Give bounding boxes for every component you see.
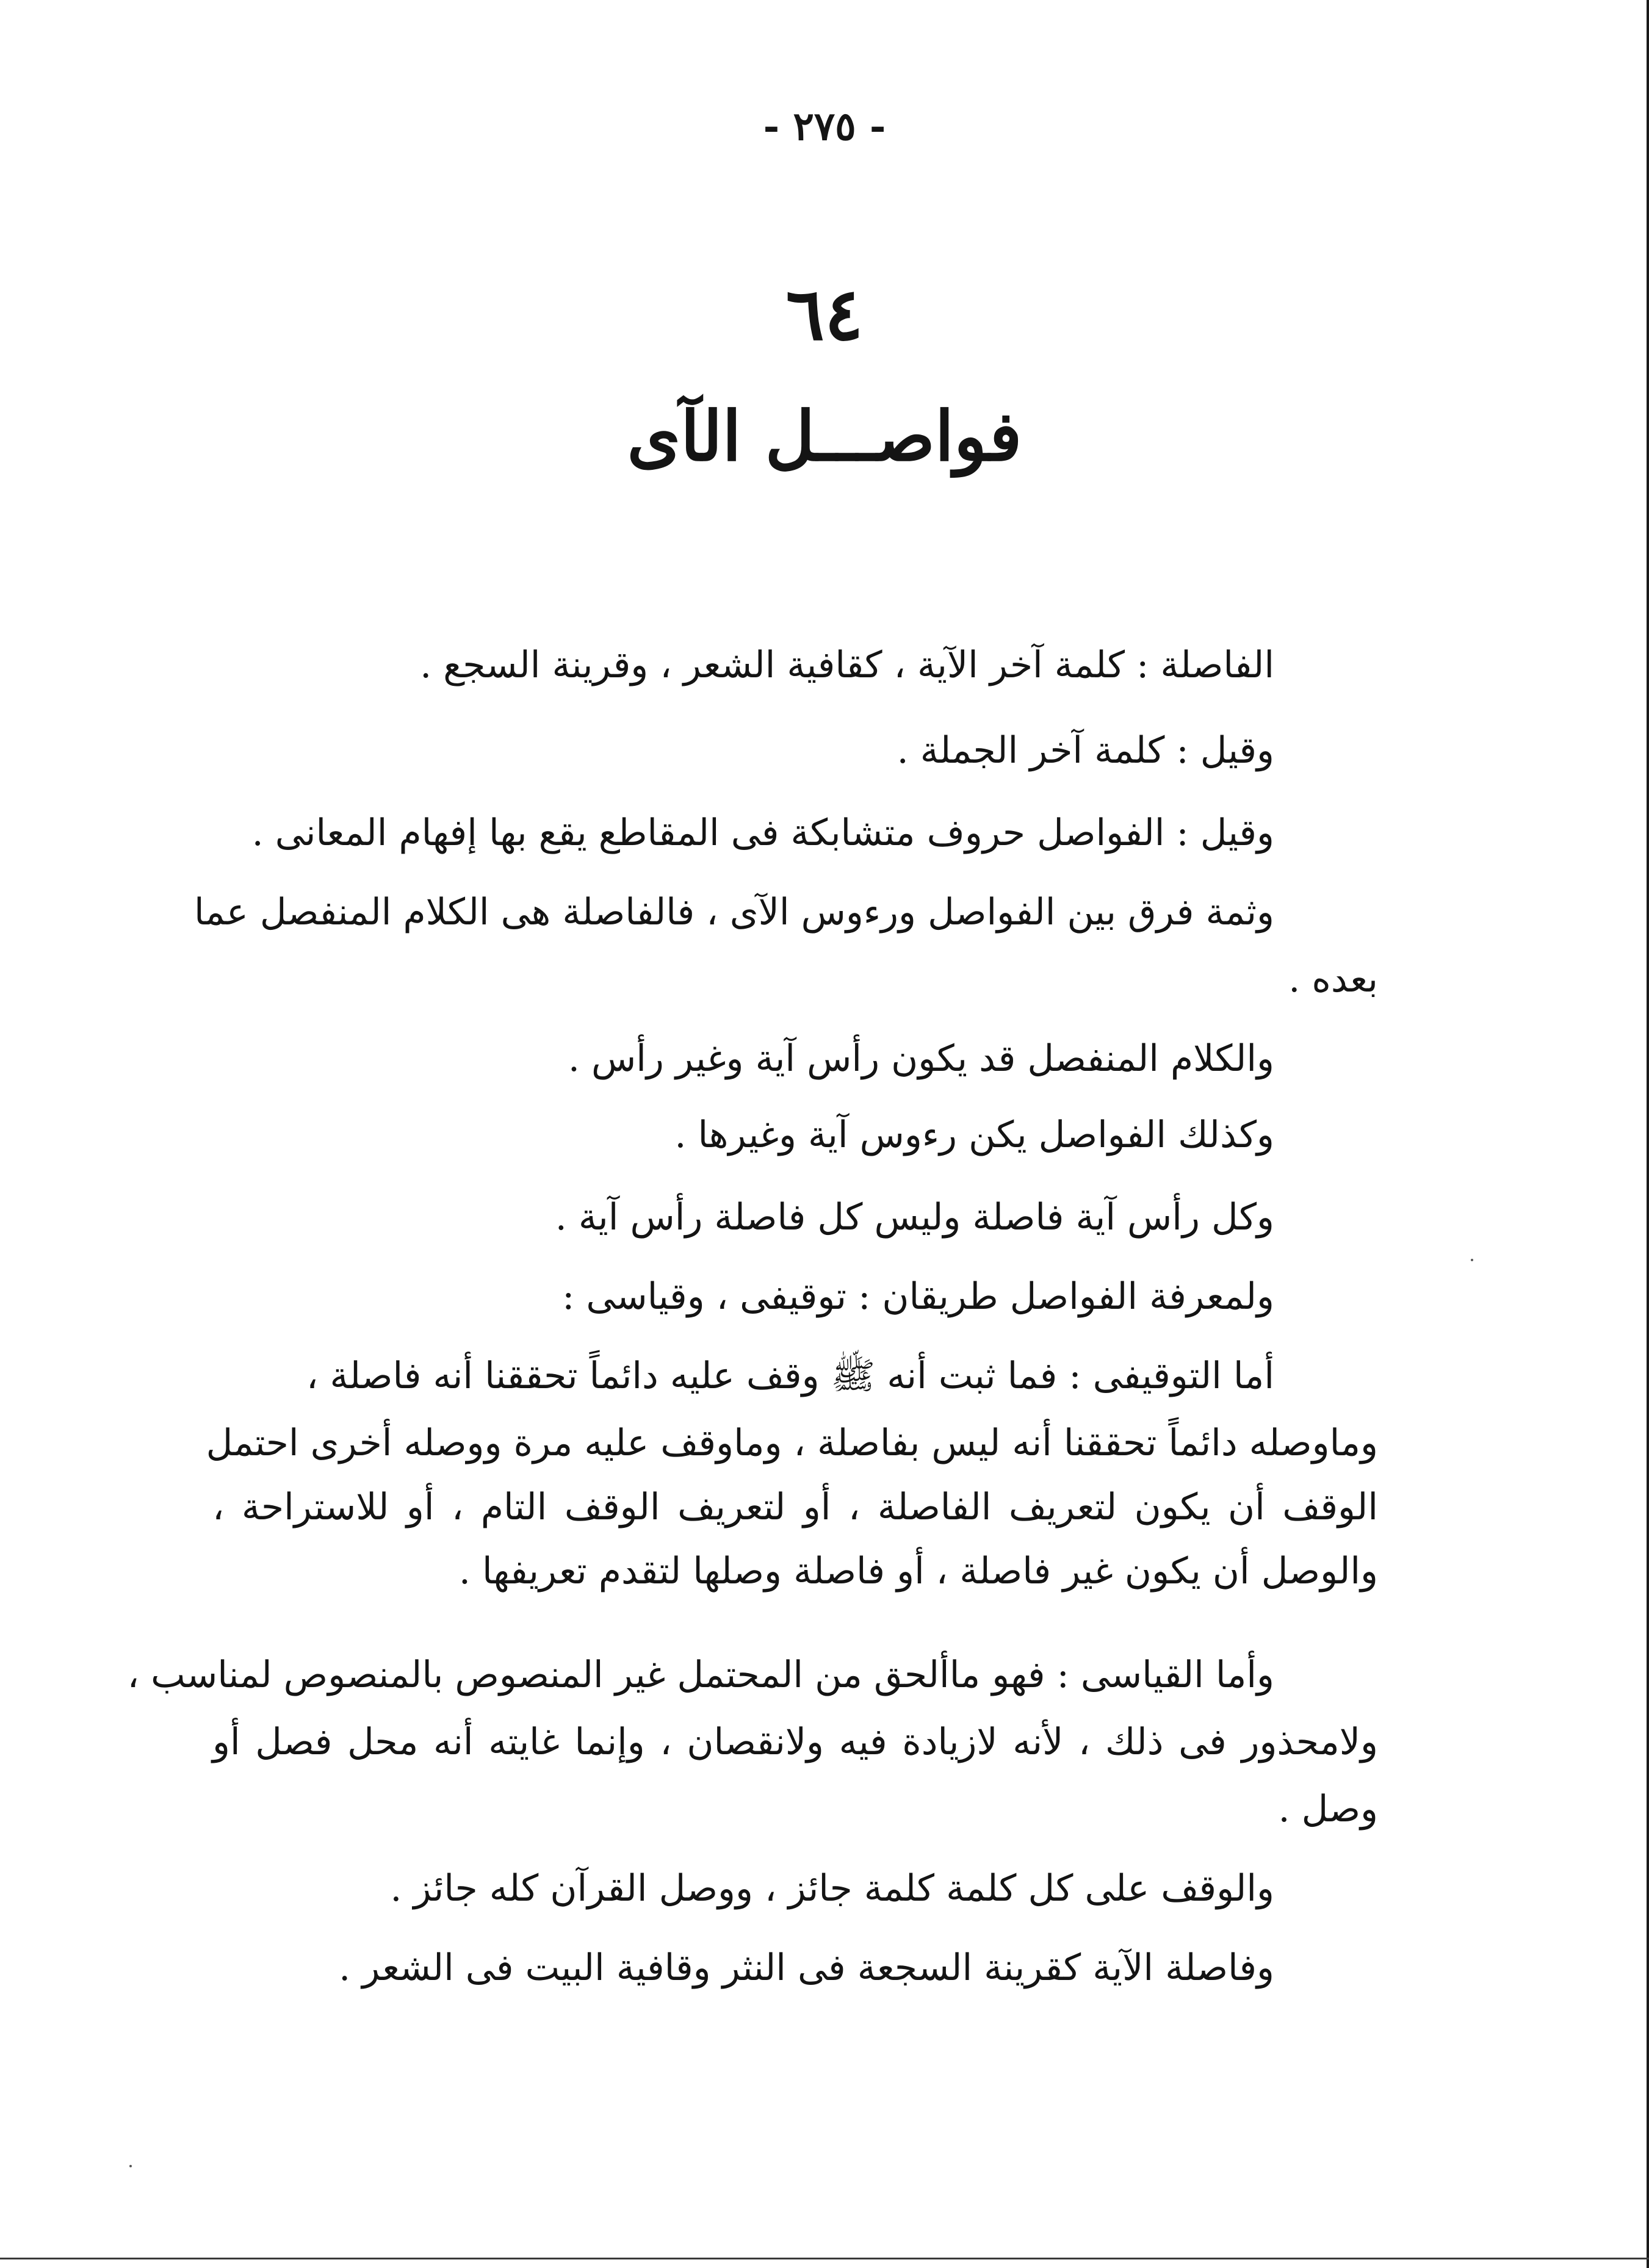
body-line: بعده . [1288,958,1378,1001]
body-line: ولامحذور فى ذلك ، لأنه لازيادة فيه ولانقصان ، وإنما غايته أنه محل فصل أو [212,1721,1378,1763]
body-line: الفاصلة : كلمة آخر الآية ، كقافية الشعر ، وقرينة السجع . [420,644,1274,686]
page-bottom-edge [0,2258,1649,2259]
page-number: - ٢٧٥ - [763,104,886,149]
body-line: وقيل : الفواصل حروف متشابكة فى المقاطع يقع بها إفهام المعانى . [251,812,1274,854]
body-line: وقيل : كلمة آخر الجملة . [897,729,1274,772]
chapter-title: فواصـــل الآى [627,397,1022,477]
chapter-number: ٦٤ [785,272,864,356]
body-line: وماوصله دائماً تحققنا أنه ليس بفاصلة ، وماوقف عليه مرة ووصله أخرى احتمل [206,1422,1378,1464]
body-line: وثمة فرق بين الفواصل ورءوس الآى ، فالفاصلة هى الكلام المنفصل عما [194,891,1274,934]
body-line: وكل رأس آية فاصلة وليس كل فاصلة رأس آية . [555,1196,1274,1239]
body-line: ولمعرفة الفواصل طريقان : توقيفى ، وقياسى : [562,1275,1274,1318]
body-line: وصل . [1278,1788,1378,1831]
body-line: وأما القياسى : فهو ماألحق من المحتمل غير المنصوص بالمنصوص لمناسب ، [127,1654,1274,1696]
scan-speck [1471,1259,1473,1261]
body-line: والوصل أن يكون غير فاصلة ، أو فاصلة وصلها لتقدم تعريفها . [458,1550,1378,1593]
body-line: وكذلك الفواصل يكن رءوس آية وغيرها . [674,1114,1274,1156]
body-line: أما التوقيفى : فما ثبت أنه ﷺ وقف عليه دائماً تحققنا أنه فاصلة ، [306,1355,1274,1397]
body-line: والوقف على كل كلمة كلمة جائز ، ووصل القرآن كله جائز . [390,1867,1274,1910]
body-line: والكلام المنفصل قد يكون رأس آية وغير رأس . [568,1037,1274,1080]
body-line: وفاصلة الآية كقرينة السجعة فى النثر وقافية البيت فى الشعر . [339,1946,1274,1989]
scan-speck [129,2165,132,2167]
body-line: الوقف أن يكون لتعريف الفاصلة ، أو لتعريف الوقف التام ، أو للاستراحة ، [212,1486,1378,1528]
